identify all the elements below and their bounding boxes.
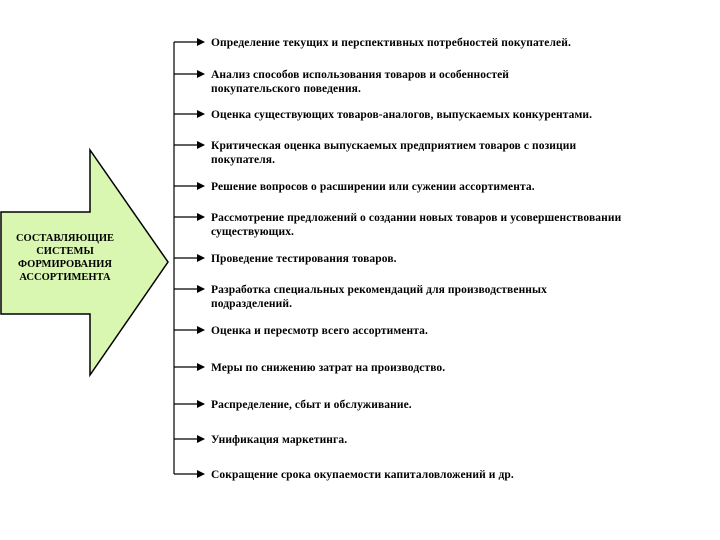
component-item bbox=[211, 324, 711, 338]
component-item-text: Анализ способов использования товаров и особенностей bbox=[211, 69, 510, 81]
component-item-text: Оценка и пересмотр всего ассортимента. bbox=[211, 325, 428, 337]
arrow-label-line: СОСТАВЛЯЮЩИЕ bbox=[15, 233, 115, 244]
arrow-label-line: СИСТЕМЫ bbox=[36, 246, 94, 257]
component-item bbox=[211, 68, 711, 96]
component-item-text: Сокращение срока окупаемости капиталовложений и др. bbox=[211, 469, 514, 481]
component-item-text: покупательского поведения. bbox=[211, 83, 361, 95]
component-item-text: Рассмотрение предложений о создании новых товаров и усовершенствовании bbox=[211, 212, 622, 224]
component-item-text: Унификация маркетинга. bbox=[211, 434, 348, 446]
component-item-text: Критическая оценка выпускаемых предприятием товаров с позиции bbox=[211, 140, 577, 152]
component-item bbox=[211, 468, 711, 482]
arrow-label-line: ФОРМИРОВАНИЯ bbox=[18, 259, 112, 270]
arrow-label-line: АССОРТИМЕНТА bbox=[19, 272, 111, 283]
component-item-text: Проведение тестирования товаров. bbox=[211, 253, 397, 265]
component-item-text: покупателя. bbox=[211, 154, 276, 166]
component-item-text: Распределение, сбыт и обслуживание. bbox=[211, 399, 412, 411]
component-item bbox=[211, 211, 711, 239]
component-item bbox=[211, 433, 711, 447]
component-item bbox=[211, 361, 711, 375]
arrow-label bbox=[4, 232, 126, 284]
component-item bbox=[211, 36, 711, 50]
component-item bbox=[211, 108, 711, 122]
component-item-text: Разработка специальных рекомендаций для производственных bbox=[211, 284, 547, 296]
component-item bbox=[211, 180, 711, 194]
component-item bbox=[211, 398, 711, 412]
component-item bbox=[211, 252, 711, 266]
component-item-text: Определение текущих и перспективных потребностей покупателей. bbox=[211, 37, 571, 49]
component-item-text: Оценка существующих товаров-аналогов, выпускаемых конкурентами. bbox=[211, 109, 593, 121]
component-item bbox=[211, 139, 711, 167]
component-item-text: Решение вопросов о расширении или сужении ассортимента. bbox=[211, 181, 535, 193]
component-item-text: Меры по снижению затрат на производство. bbox=[211, 362, 446, 374]
component-item bbox=[211, 283, 711, 311]
component-item-text: существующих. bbox=[211, 226, 295, 238]
component-item-text: подразделений. bbox=[211, 298, 293, 310]
